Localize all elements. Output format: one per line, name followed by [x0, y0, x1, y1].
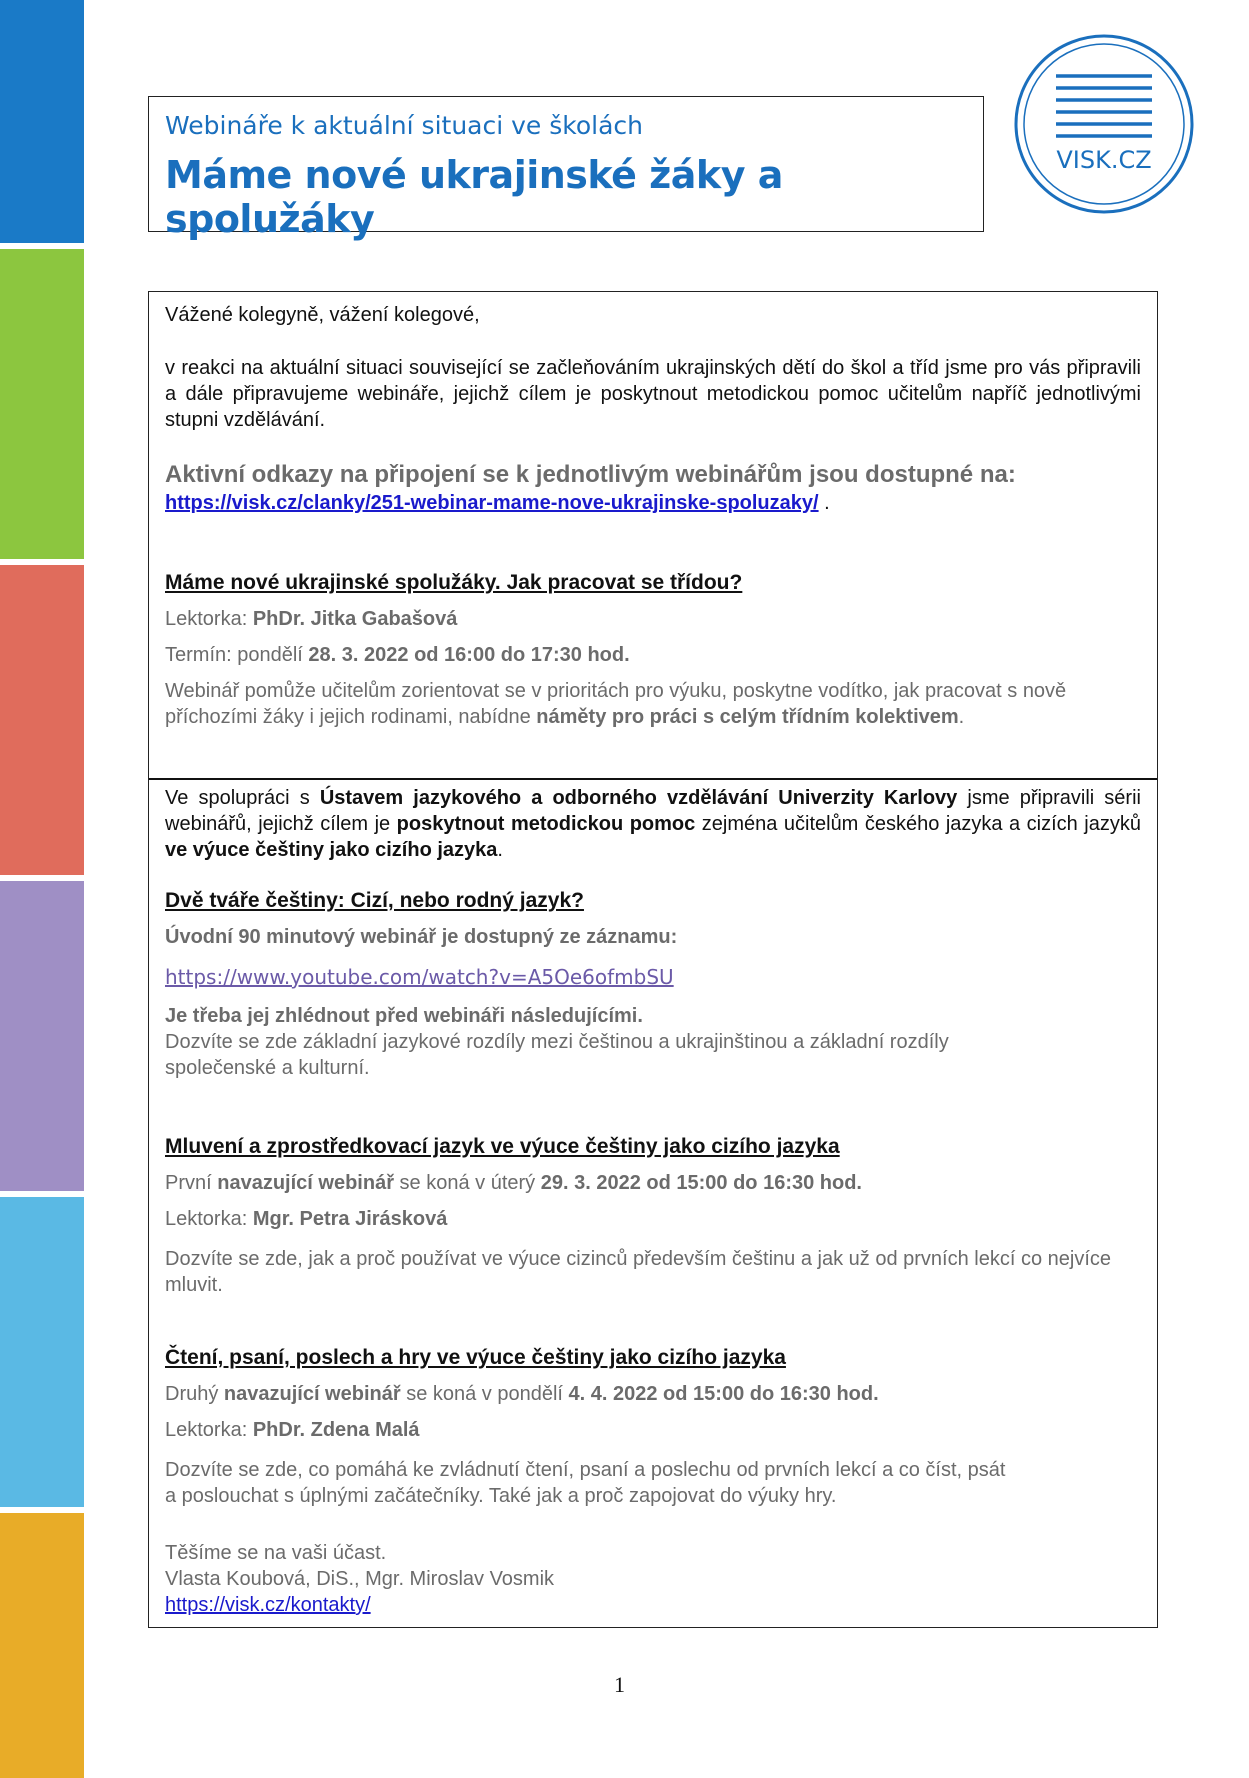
webinar4-section: [165, 1345, 1141, 1509]
webinar3-section: [165, 1134, 1141, 1298]
section-divider: [149, 778, 1157, 780]
greeting: Vážené kolegyně, vážení kolegové,: [165, 304, 480, 326]
text-part: Ve spolupráci s: [165, 787, 320, 809]
text-bold: Ústavem jazykového a odborného vzdělávání Univerzity Karlovy: [319, 787, 958, 809]
desc-line: a poslouchat s úplnými začátečníky. Také jak a proč zapojovat do výuky hry.: [165, 1485, 837, 1507]
page-number: 1: [614, 1672, 625, 1697]
date-value: 28. 3. 2022 od 16:00 do 17:30 hod.: [308, 644, 630, 666]
webinar4-description: [165, 1457, 1141, 1509]
webinar1-section: [165, 570, 1141, 730]
webinar4-title: Čtení, psaní, poslech a hry ve výuce češtiny jako cizího jazyka: [165, 1346, 786, 1369]
text-part: .: [497, 839, 503, 861]
date-label: Termín: pondělí: [165, 644, 309, 666]
text-part: se koná v úterý: [393, 1172, 541, 1194]
text-part: První: [165, 1172, 218, 1194]
desc-line: Dozvíte se zde, co pomáhá ke zvládnutí čtení, psaní a poslechu od prvních lekcí a co číst, psát: [165, 1459, 1006, 1481]
header-subtitle: Webináře k aktuální situaci ve školách: [165, 111, 644, 140]
webinar3-description: Dozvíte se zde, jak a proč používat ve výuce cizinců především češtinu a jak už od prvních lekcí co nejvíce mluvit.: [165, 1248, 1112, 1296]
lecturer-name: PhDr. Zdena Malá: [252, 1419, 420, 1441]
logo-text: VISK.CZ: [1056, 146, 1152, 174]
youtube-link[interactable]: https://www.youtube.com/watch?v=A5Oe6ofmbSU: [165, 965, 674, 989]
text-part: se koná v pondělí: [400, 1383, 569, 1405]
webinar2-title: Dvě tváře češtiny: Cizí, nebo rodný jazyk?: [165, 889, 584, 912]
color-stripe-yellow: [0, 1513, 84, 1778]
cooperation-paragraph: [165, 785, 1141, 863]
color-stripe-purple: [0, 881, 84, 1191]
letter-box: [148, 291, 1158, 1628]
webinar4-when: [165, 1381, 1141, 1407]
text-part: jsme připravili sérii webinářů, jejichž cílem je: [165, 787, 1141, 835]
webinar1-description: [165, 678, 1125, 730]
lecturer-label: Lektorka:: [165, 1208, 253, 1230]
webinar1-lecturer: [165, 606, 1141, 632]
webinar3-lecturer: [165, 1206, 1141, 1232]
text-bold: navazující webinář: [223, 1383, 401, 1405]
webinars-link[interactable]: https://visk.cz/clanky/251-webinar-mame-nove-ukrajinske-spoluzaky/: [165, 492, 819, 514]
header-box: [148, 96, 984, 241]
webinar2-section: [165, 888, 1141, 1081]
color-stripe-lightblue: [0, 1197, 84, 1507]
webinar2-required: Je třeba jej zhlédnout před webináři následujícími.: [165, 1005, 643, 1027]
text-part: zejména učitelům českého jazyka a cizích jazyků: [695, 813, 1141, 835]
webinar4-lecturer: [165, 1417, 1141, 1443]
desc-bold: náměty pro práci s celým třídním kolektivem: [536, 706, 959, 728]
text-bold: 4. 4. 2022 od 15:00 do 16:30 hod.: [568, 1383, 879, 1405]
desc-part: .: [958, 706, 965, 728]
links-tail: .: [818, 492, 830, 514]
text-bold: 29. 3. 2022 od 15:00 do 16:30 hod.: [540, 1172, 862, 1194]
webinar2-recording: Úvodní 90 minutový webinář je dostupný ze záznamu:: [165, 926, 678, 948]
signature: Vlasta Koubová, DiS., Mgr. Miroslav Vosmik: [165, 1568, 555, 1590]
text-bold: poskytnout metodickou pomoc: [396, 813, 696, 835]
closing-section: [165, 1540, 1141, 1618]
webinar3-when: [165, 1170, 1141, 1196]
lecturer-label: Lektorka:: [165, 608, 253, 630]
webinar2-description: Dozvíte se zde základní jazykové rozdíly mezi češtinou a ukrajinštinou a základní rozdíly společenské a kulturní.: [165, 1031, 949, 1079]
closing-line: Těšíme se na vaši účast.: [165, 1542, 387, 1564]
color-stripe-green: [0, 249, 84, 559]
webinar1-date: [165, 642, 1141, 668]
text-part: Druhý: [165, 1383, 224, 1405]
links-section: [165, 460, 1141, 516]
contact-link[interactable]: https://visk.cz/kontakty/: [165, 1594, 371, 1616]
lecturer-label: Lektorka:: [165, 1419, 253, 1441]
lecturer-name: Mgr. Petra Jirásková: [252, 1208, 448, 1230]
webinar1-title: Máme nové ukrajinské spolužáky. Jak pracovat se třídou?: [165, 571, 743, 594]
intro-paragraph: v reakci na aktuální situaci související se začleňováním ukrajinských dětí do škol a tříd jsme pro vás připravili a dále připravujeme webináře, jejichž cílem je poskytnout metodickou pomoc učitelům napříč jednotlivými stupni vzdělávání.: [165, 357, 1141, 431]
lecturer-name: PhDr. Jitka Gabašová: [252, 608, 458, 630]
links-heading: Aktivní odkazy na připojení se k jednotlivým webinářům jsou dostupné na:: [165, 461, 1016, 488]
webinar3-title: Mluvení a zprostředkovací jazyk ve výuce češtiny jako cizího jazyka: [165, 1135, 840, 1158]
text-bold: ve výuce češtiny jako cizího jazyka: [165, 839, 498, 861]
color-stripe-blue: [0, 0, 84, 243]
color-stripe-red: [0, 565, 84, 875]
text-bold: navazující webinář: [217, 1172, 394, 1194]
visk-logo-icon: [1012, 32, 1196, 216]
page-title: Máme nové ukrajinské žáky a spolužáky: [165, 153, 783, 241]
desc-part: Webinář pomůže učitelům zorientovat se v prioritách pro výuku, poskytne vodítko, jak pracovat s nově příchozími žáky i jejich rodinami, nabídne: [165, 680, 1067, 728]
